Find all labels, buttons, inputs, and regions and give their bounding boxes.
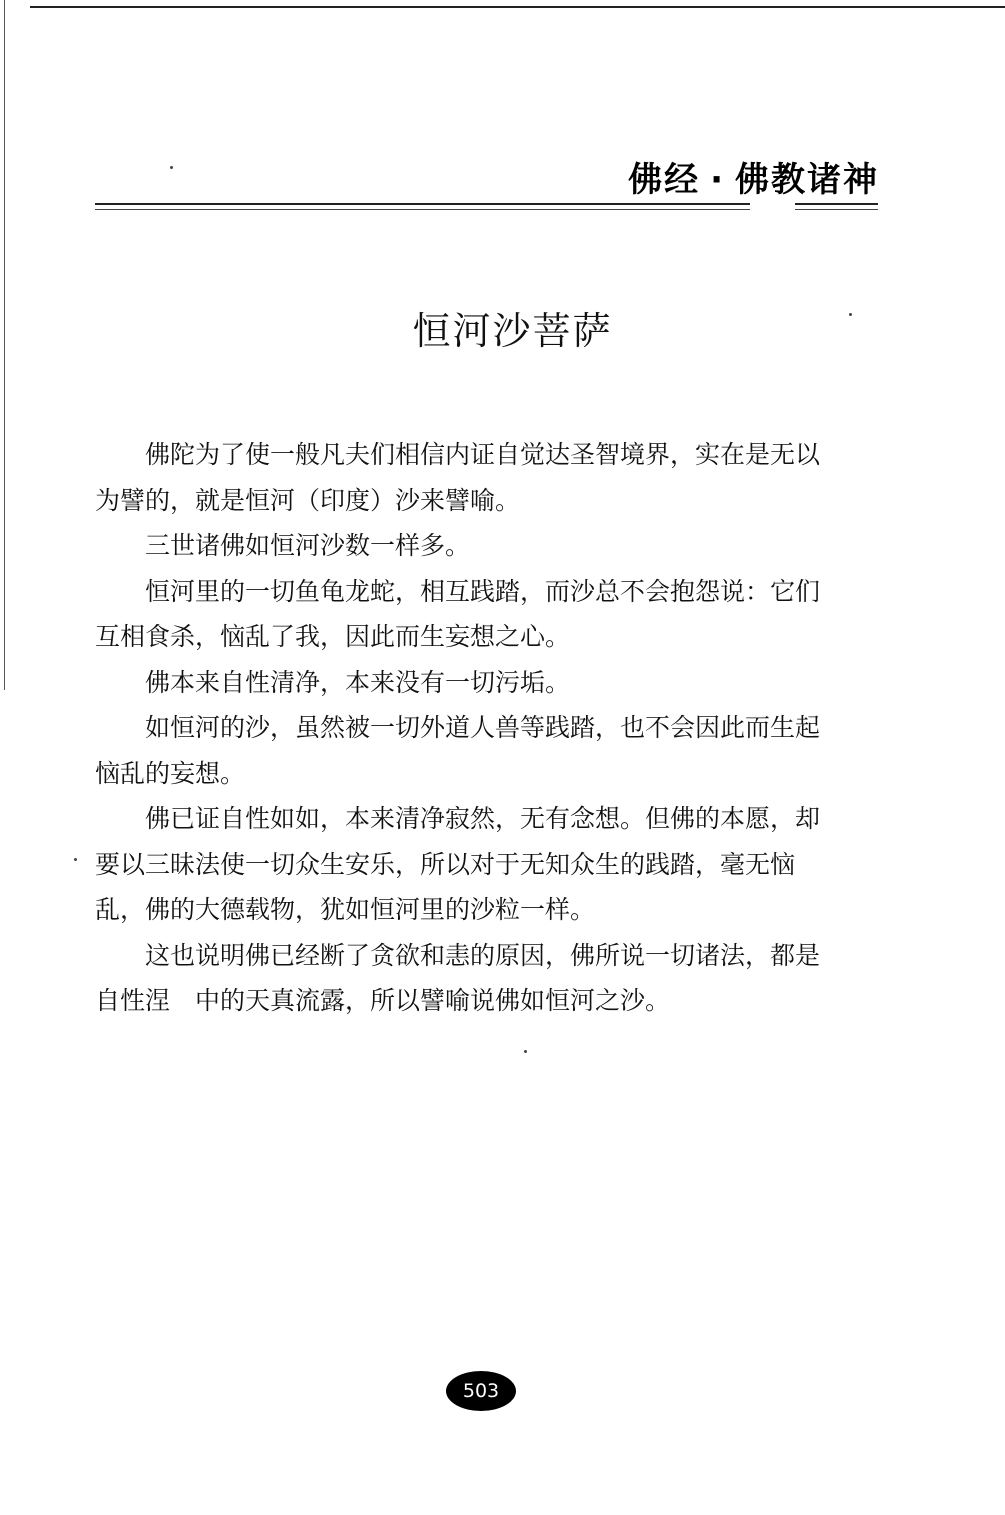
scan-speck: [170, 166, 173, 169]
paragraph: 佛本来自性清净，本来没有一切污垢。: [145, 667, 571, 697]
paragraph: 佛已证自性如如，本来清净寂然，无有念想。但佛的本愿，却要以三昧法使一切众生安乐，所以对于无知众生的践踏，毫无恼乱，佛的大德载物，犹如恒河里的沙粒一样。: [95, 804, 821, 924]
header-section-title: 佛经: [628, 160, 701, 200]
article-body: [95, 432, 835, 1024]
header-rule-right: [795, 203, 878, 205]
header-section-subtitle: 佛教诸神: [735, 160, 879, 200]
running-header: [628, 152, 879, 201]
paragraph: 这也说明佛已经断了贪欲和恚的原因，佛所说一切诸法，都是自性涅 中的天真流露，所以譬喻说佛如恒河之沙。: [95, 940, 821, 1015]
paragraph: 恒河里的一切鱼龟龙蛇，相互践踏，而沙总不会抱怨说：它们互相食杀，恼乱了我，因此而生妄想之心。: [95, 576, 821, 651]
scan-speck: [524, 1050, 527, 1053]
paragraph: 佛陀为了使一般凡夫们相信内证自觉达圣智境界，实在是无以为譬的，就是恒河（印度）沙来譬喻。: [95, 440, 821, 515]
top-border-rule: [30, 6, 1005, 8]
page-number-badge: 503: [446, 1371, 516, 1411]
header-rule-left: [95, 203, 750, 205]
article-title: 恒河沙菩萨: [412, 309, 613, 353]
scan-speck: [74, 858, 77, 861]
scan-speck: [849, 313, 852, 316]
paragraph: 如恒河的沙，虽然被一切外道人兽等践踏，也不会因此而生起恼乱的妄想。: [95, 713, 821, 788]
header-rule-right-thin: [795, 209, 878, 210]
header-rule-left-thin: [95, 209, 750, 210]
paragraph: 三世诸佛如恒河沙数一样多。: [145, 531, 471, 560]
header-separator: ·: [710, 160, 725, 200]
